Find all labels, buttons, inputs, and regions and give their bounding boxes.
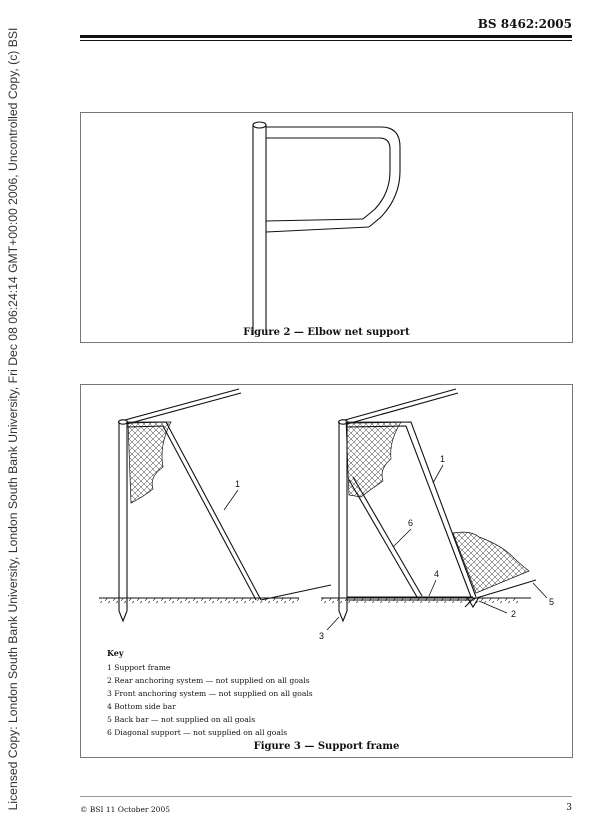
licence-watermark-text: Licensed Copy: London South Bank University, London South Bank University, Fri Dec 08 06:24:14 GMT+00:00 2006, Uncontrolled Copy, (c) BSI bbox=[6, 27, 20, 811]
upper-horizontal-tube bbox=[266, 127, 400, 171]
callout-1-left-leader bbox=[224, 490, 238, 510]
callout-4: 4 bbox=[434, 569, 440, 579]
callout-5: 5 bbox=[549, 597, 555, 607]
net-upper-right bbox=[346, 422, 401, 497]
key-item: 1 Support frame bbox=[107, 663, 171, 672]
callout-5-leader bbox=[533, 583, 547, 598]
standard-number: BS 8462:2005 bbox=[477, 17, 572, 31]
callout-1-right-leader bbox=[433, 465, 443, 483]
figure-3-key bbox=[107, 647, 313, 739]
callout-1-right: 1 bbox=[440, 454, 446, 464]
callout-1-left: 1 bbox=[235, 479, 241, 489]
goal-post-right bbox=[339, 422, 347, 611]
crossbar-right bbox=[345, 389, 458, 424]
figure-3-box bbox=[80, 384, 573, 758]
bend-tube bbox=[363, 171, 400, 227]
crossbar-left bbox=[125, 389, 241, 424]
post-spike-right bbox=[339, 611, 347, 621]
figure-2-box bbox=[80, 112, 573, 343]
key-item: 6 Diagonal support — not supplied on all goals bbox=[107, 728, 288, 737]
licence-watermark bbox=[2, 0, 24, 838]
figure-3-caption: Figure 3 — Support frame bbox=[253, 741, 400, 752]
key-title: Key bbox=[107, 648, 124, 658]
lower-horizontal-tube bbox=[266, 219, 369, 232]
callout-3-leader bbox=[327, 617, 339, 630]
goal-post-left bbox=[119, 422, 127, 611]
figure-2-caption: Figure 2 — Elbow net support bbox=[243, 327, 410, 338]
key-item: 4 Bottom side bar bbox=[107, 702, 176, 711]
post-top bbox=[253, 122, 266, 128]
elbow-net-support-drawing bbox=[81, 113, 572, 342]
vertical-post bbox=[253, 125, 266, 335]
key-item: 5 Back bar — not supplied on all goals bbox=[107, 715, 256, 724]
header-rule-thin bbox=[80, 40, 572, 41]
copyright-notice: © BSI 11 October 2005 bbox=[80, 805, 170, 814]
net-left bbox=[128, 422, 171, 503]
left-goal-drawing bbox=[99, 389, 331, 621]
footer-rule bbox=[80, 796, 572, 797]
callout-6-leader bbox=[393, 529, 411, 547]
key-item: 2 Rear anchoring system — not supplied on all goals bbox=[107, 676, 310, 685]
page-number: 3 bbox=[566, 803, 572, 813]
callout-4-leader bbox=[429, 580, 436, 596]
callout-2: 2 bbox=[511, 609, 517, 619]
post-spike-left bbox=[119, 611, 127, 621]
net-lower-right bbox=[453, 532, 529, 593]
key-item: 3 Front anchoring system — not supplied on all goals bbox=[107, 689, 313, 698]
callout-6: 6 bbox=[408, 518, 414, 528]
header-rule-thick bbox=[80, 35, 572, 38]
right-goal-drawing bbox=[319, 389, 554, 641]
callout-3: 3 bbox=[319, 631, 325, 641]
